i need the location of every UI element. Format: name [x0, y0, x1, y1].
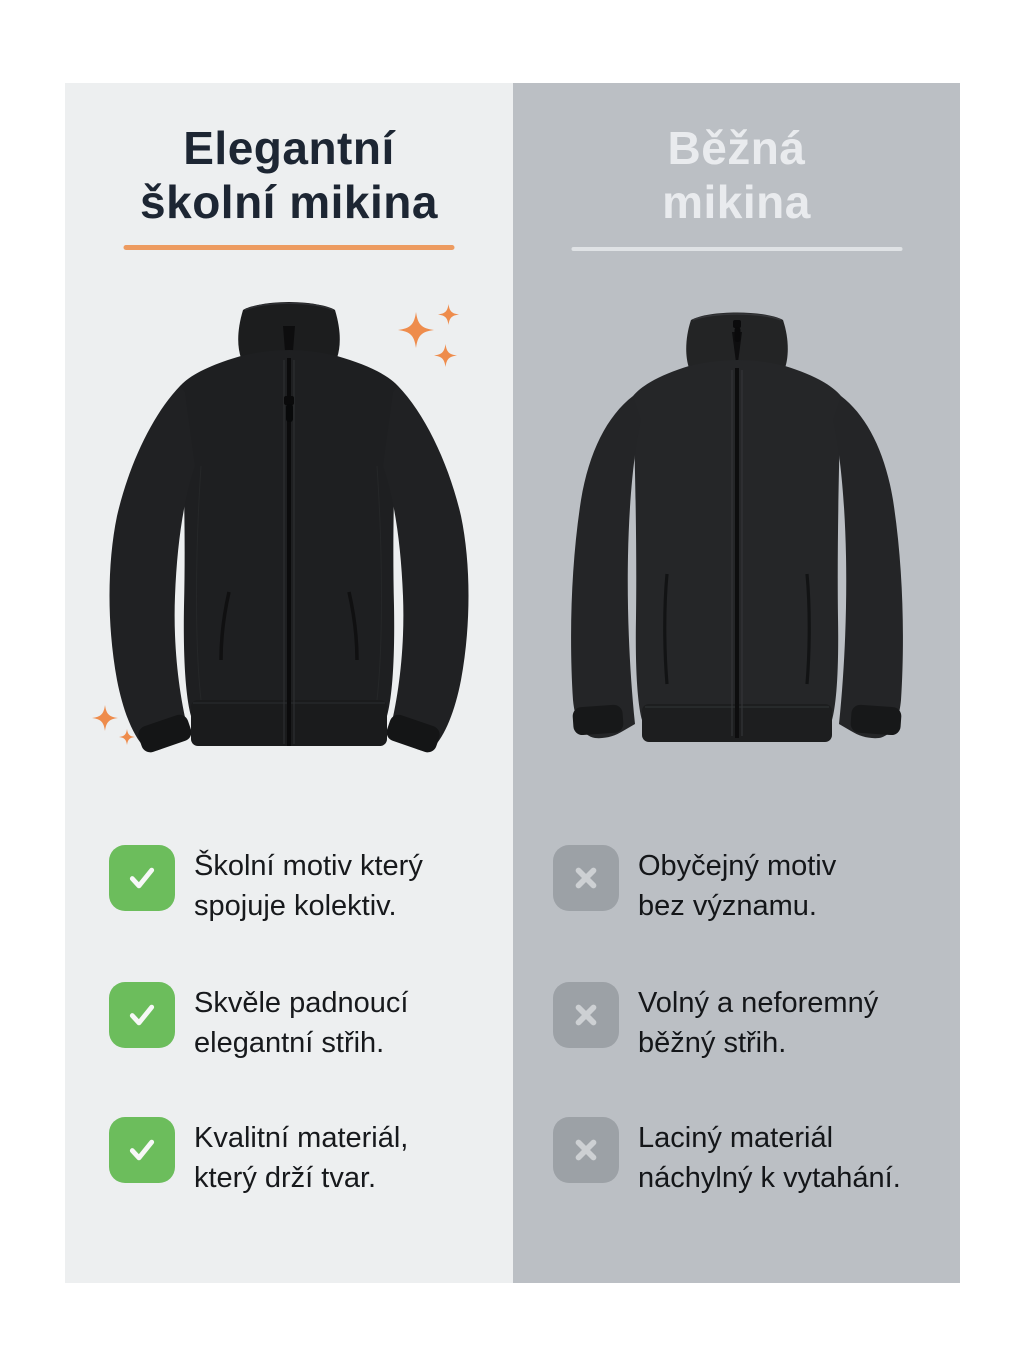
- feature-line: spojuje kolektiv.: [194, 890, 397, 922]
- elegant-feature-row: [109, 982, 408, 1063]
- cross-icon: [553, 845, 619, 911]
- regular-panel: [513, 83, 960, 1283]
- regular-feature-text: [638, 1117, 901, 1198]
- feature-line: elegantní střih.: [194, 1027, 385, 1059]
- elegant-feature-text: [194, 845, 423, 926]
- regular-feature-row: [553, 845, 836, 926]
- elegant-feature-text: [194, 1117, 408, 1198]
- feature-line: Skvěle padnoucí: [194, 987, 409, 1019]
- check-icon: [109, 1117, 175, 1183]
- elegant-feature-text: [194, 982, 408, 1063]
- feature-line: běžný střih.: [638, 1027, 787, 1059]
- feature-line: náchylný k vytahání.: [638, 1162, 901, 1194]
- regular-jacket-image: [559, 308, 915, 742]
- regular-feature-row: [553, 1117, 901, 1198]
- check-icon: [109, 982, 175, 1048]
- elegant-title: [65, 121, 513, 230]
- elegant-title-line2: školní mikina: [140, 176, 438, 229]
- elegant-title-line1: Elegantní: [183, 122, 395, 174]
- comparison-card: [65, 83, 960, 1283]
- regular-title: [513, 121, 960, 230]
- elegant-jacket-image: [83, 296, 495, 760]
- elegant-feature-row: [109, 845, 423, 926]
- regular-title-line1: Běžná: [667, 122, 806, 174]
- feature-line: Volný a neforemný: [638, 987, 879, 1019]
- regular-feature-row: [553, 982, 878, 1063]
- feature-line: bez významu.: [638, 890, 817, 922]
- regular-feature-text: [638, 982, 878, 1063]
- feature-line: který drží tvar.: [194, 1162, 377, 1194]
- feature-line: Kvalitní materiál,: [194, 1122, 409, 1154]
- regular-feature-text: [638, 845, 836, 926]
- elegant-title-underline: [124, 245, 455, 250]
- regular-title-line2: mikina: [662, 176, 811, 229]
- elegant-panel: [65, 83, 513, 1283]
- cross-icon: [553, 982, 619, 1048]
- feature-line: Obyčejný motiv: [638, 850, 837, 882]
- feature-line: Laciný materiál: [638, 1122, 834, 1154]
- elegant-feature-row: [109, 1117, 408, 1198]
- check-icon: [109, 845, 175, 911]
- regular-title-underline: [571, 247, 902, 251]
- feature-line: Školní motiv který: [194, 850, 423, 882]
- cross-icon: [553, 1117, 619, 1183]
